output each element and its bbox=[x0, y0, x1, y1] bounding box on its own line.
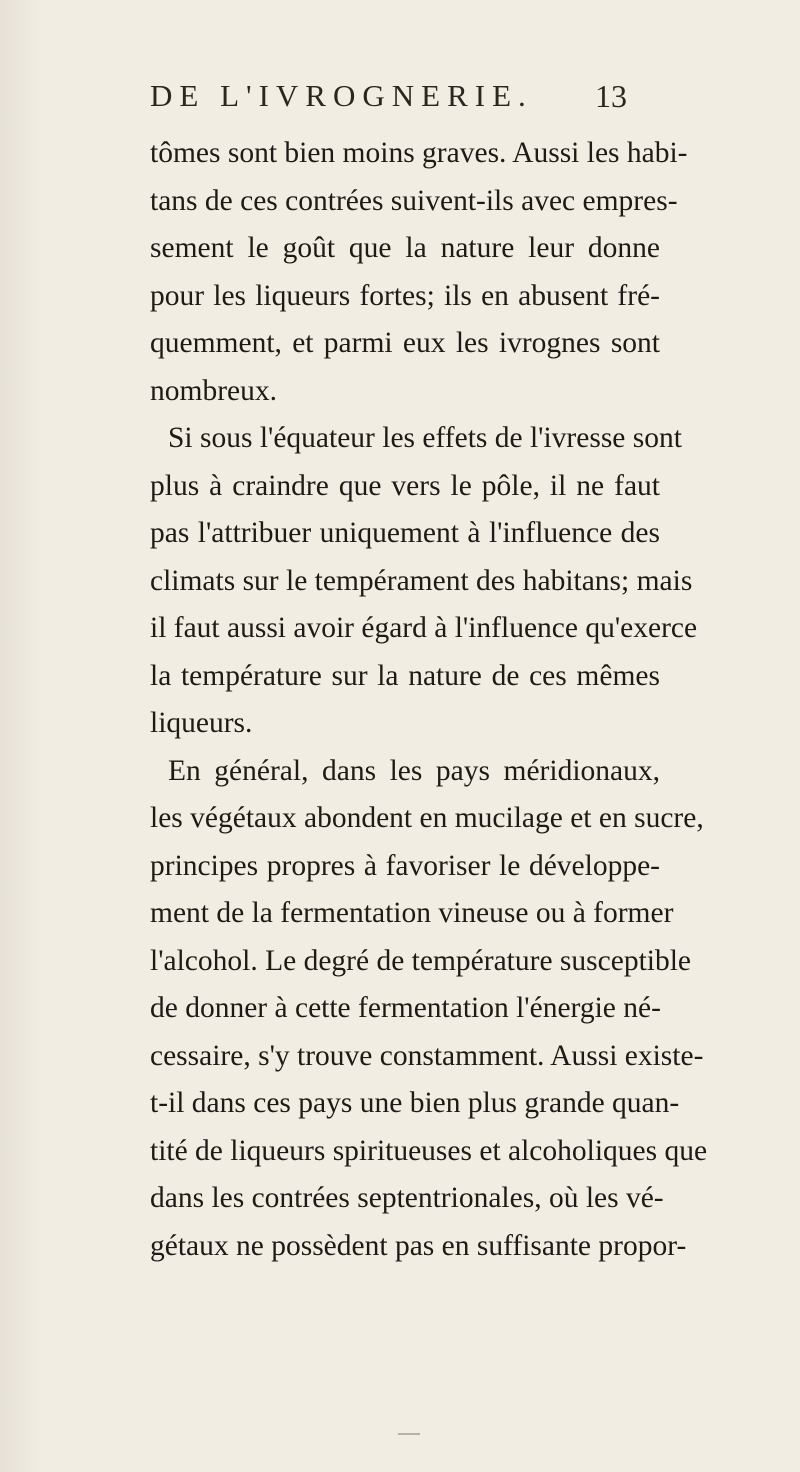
text-line: pour les liqueurs fortes; ils en abusent fré- bbox=[150, 279, 660, 312]
page-mark bbox=[398, 1433, 420, 1435]
text-line: gétaux ne possèdent pas en suffisante propor- bbox=[150, 1229, 687, 1262]
text-line: tans de ces contrées suivent-ils avec empres- bbox=[150, 184, 678, 217]
page-header bbox=[150, 78, 650, 118]
text-line: Si sous l'équateur les effets de l'ivresse sont bbox=[168, 422, 682, 454]
text-line: principes propres à favoriser le développe- bbox=[150, 849, 660, 882]
text-line: tômes sont bien moins graves. Aussi les habi- bbox=[150, 137, 688, 169]
text-line: l'alcohol. Le degré de température susceptible bbox=[150, 944, 691, 977]
text-line: il faut aussi avoir égard à l'influence qu'exerce bbox=[150, 612, 698, 644]
text-line: t-il dans ces pays une bien plus grande quan- bbox=[150, 1087, 680, 1119]
text-line: plus à craindre que vers le pôle, il ne faut bbox=[150, 469, 660, 502]
text-line: climats sur le tempérament des habitans; mais bbox=[150, 564, 693, 597]
text-line: En général, dans les pays méridionaux, bbox=[168, 754, 660, 787]
text-line: nombreux. bbox=[150, 374, 277, 407]
text-line: tité de liqueurs spiritueuses et alcoholiques que bbox=[150, 1134, 708, 1167]
text-line: cessaire, s'y trouve constamment. Aussi existe- bbox=[150, 1039, 704, 1072]
body-text bbox=[150, 130, 708, 1270]
text-line: liqueurs. bbox=[150, 707, 253, 739]
running-title: DE L'IVROGNERIE. bbox=[150, 78, 533, 113]
page-number: 13 bbox=[595, 78, 627, 114]
text-line: pas l'attribuer uniquement à l'influence des bbox=[150, 517, 660, 549]
text-line: les végétaux abondent en mucilage et en sucre, bbox=[150, 802, 704, 834]
text-line: la température sur la nature de ces mêmes bbox=[150, 659, 660, 692]
text-line: dans les contrées septentrionales, où les vé- bbox=[150, 1182, 664, 1214]
text-line: ment de la fermentation vineuse ou à former bbox=[150, 897, 674, 929]
text-line: sement le goût que la nature leur donne bbox=[150, 232, 660, 264]
text-line: quemment, et parmi eux les ivrognes sont bbox=[150, 327, 660, 359]
text-line: de donner à cette fermentation l'énergie né- bbox=[150, 992, 661, 1024]
